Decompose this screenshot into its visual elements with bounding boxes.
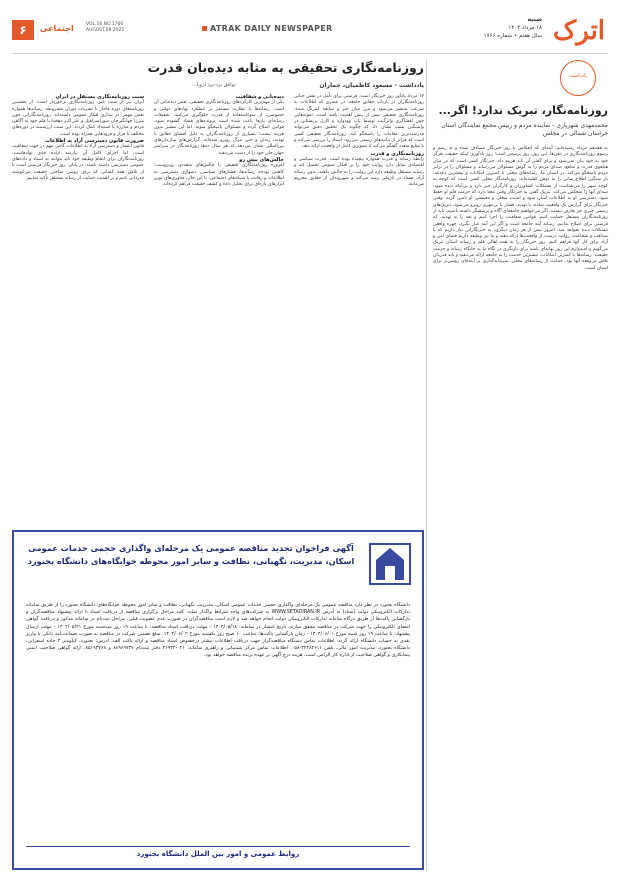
newspaper-logo[interactable]: اترک [552,16,606,46]
column-divider [426,60,427,871]
volume-info [86,22,124,34]
article-subheading: سنت روزنامه‌نگاری مستقل در ایران [55,94,144,100]
main-article [12,60,424,525]
opinion-column [433,60,608,871]
ad-footer: روابط عمومی و امور بین الملل دانشگاه بجنورد [26,846,410,860]
university-logo-icon [366,540,414,588]
ad-body: دانشگاه بجنورد در نظر دارد مناقصه عمومی یک مرحله‌ای واگذاری حجمی خدمات عمومی اسکان، مدیریت، نگهبانی، نظافت و سایر امور محوطه خوابگاه‌های دانشگاه بجنورد را از طریق سامانه تدارکات الکترونیکی دولت (ستاد) به آدرس WWW.SETADIRAN.IR به شرکت‌های واجد شرایط واگذار نماید. کلیه مراحل برگزاری مناقصه از دریافت اسناد تا ارائه پیشنهاد مناقصه‌گران و بازگشایی پاکت‌ها از طریق درگاه سامانه تدارکات الکترونیکی دولت انجام خواهد شد و لازم است مناقصه‌گران در صورت عدم عضویت قبلی، مراحل ثبت‌نام در سامانه مذکور و دریافت گواهی امضای الکترونیکی را جهت شرکت در مناقصه محقق سازند. تاریخ انتشار در سامانه: ۱۴۰۴/۰۵/۱۸ - مهلت دریافت اسناد مناقصه: تا ساعت ۱۹ روز سه‌شنبه مورخ ۱۴۰۴/۰۵/۲۱ - مهلت ارسال پیشنهاد: تا ساعت ۱۹ روز شنبه مورخ ۱۴۰۴/۰۶/۰۱ - زمان بازگشایی پاکت‌ها: ساعت ۱۰ صبح روز یکشنبه مورخ ۱۴۰۴/۰۶/۰۲. مبلغ تضمین شرکت در مناقصه به صورت ضمانت‌نامه بانکی یا واریز نقدی به حساب دانشگاه ارائه گردد. اطلاعات تماس دستگاه مناقصه‌گزار جهت دریافت اطلاعات بیشتر درخصوص اسناد مناقصه و ارائه پاکت الف: آدرس: بجنورد، کیلومتر ۳ جاده اسفراین، دانشگاه بجنورد، مدیریت امور مالی، تلفن ۳۲۲۸۴۶۱۱-۰۵۸. اطلاعات تماس مرکز پشتیبانی و راهبری سامانه: ۰۲۱-۴۱۹۳۴ دفتر ثبت‌نام ۸۸۹۶۹۷۳۷ و ۸۵۱۹۳۷۶۸. ارائه گواهی صلاحیت ایمنی پیمانکاری و گواهی صلاحیت از اداره کار الزامی است. هزینه درج آگهی بر عهده برنده مناقصه خواهد بود. [26,603,411,659]
article-paragraph: ۱۷ مرداد یادآور روز خبرنگار است. فرصتی برای تأمل در نقش حیاتی روزنامه‌نگاران در بازتاب حقایق جامعه. در عصری که اطلاعات به سرعت منتشر می‌شود و مرز میان خبر و شایعه کمرنگ شده، روزنامه‌نگاری تحقیقی بیش از پیش اهمیت یافته است. نمونه‌هایی چون افشاگری واترگیت توسط باب وودوارد و کارل برنستاین در واشنگتن پست نشان داد که چگونه یک تحقیق دقیق می‌تواند قدرتمندترین مقامات را پاسخگو کند. روزنامه‌نگار تحقیقی کسی است که فراتر از بیانیه‌های رسمی می‌رود، اسناد را بررسی می‌کند و با منابع متعدد گفتگو می‌کند تا تصویری کامل از واقعیت ارائه دهد. [294,94,424,150]
opinion-badge-label: یادداشت [569,73,587,79]
opinion-headline[interactable]: روزنامه‌نگار، تبریک ندارد! اگر... [438,104,608,117]
article-paragraph: رابطه رسانه و قدرت همواره پیچیده بوده است. قدرت سیاسی و اقتصادی تمایل دارد روایت خود را بر افکار عمومی تحمیل کند و رسانه مستقل وظیفه دارد این روایت را به چالش بکشد. بدون رسانه آزاد، فساد در تاریکی رشد می‌کند و شهروندان از حقایق محروم می‌مانند. [294,156,424,188]
section-name: اجتماعی [40,24,74,33]
article-ref: توافق برد-برد اروپا... [192,82,236,88]
article-subheading: دیده‌بانی و شفافیت [235,94,284,100]
article-paragraph: ایران نیز از سنت غنی روزنامه‌نگاری برخوردار است. از نخستین روزنامه‌های دوره قاجار تا نشریات دوران مشروطه، رسانه‌ها همواره نقش مهمی در بیداری افکار عمومی داشته‌اند. روزنامه‌نگارانی چون میرزا جهانگیرخان صوراسرافیل و علی‌اکبر دهخدا با قلم خود به آگاهی مردم و مبارزه با استبداد کمک کردند. این سنت ارزشمند در دوره‌های مختلف با فراز و فرودهایی همراه بوده است. [12,100,144,137]
ad-title-line-1: آگهی فراخوان تجدید مناقصه عمومی یک مرحله‌ای واگذاری حجمی خدمات عمومی [28,543,354,553]
volume-number: VOL.16 NO.1766 [86,22,124,27]
issue-day: شنبه [527,16,542,23]
issue-date [452,16,542,40]
issue-date-fa: ۱۸ مرداد ۱۴۰۴ [508,25,542,31]
english-name [202,24,332,33]
volume-date: AUGUST.09.2025 [86,28,125,33]
article-subheading: ضرورت قانون دسترسی آزاد به اطلاعات [44,138,144,145]
opinion-body: به هفدهم مرداد رسیده‌ایم؛ آینه‌ای که انعکاس با روز خبرنگار مصادف شده و نه رسم و رسوم روزنامه‌نگاری در ذهن‌ها. این روز، روز پرسش است؛ روز یادآوری اینکه حقیقت هرگز خود به خود بیان نمی‌شود و برای گفتن آن باید هزینه داد. خبرنگار کسی است که در میان هیاهوی قدرت و منافع، صدای مردم را به گوش مسئولان می‌رساند و مسئولان را در برابر مردم پاسخگو می‌کند. در استان ما، رسانه‌های محلی با کمترین امکانات و بیشترین دغدغه، بار سنگین اطلاع‌رسانی را به دوش کشیده‌اند. روزنامه‌نگار محلی کسی است که کوچه به کوچه شهر را می‌شناسد، از مشکلات کشاورزان و کارگران خبر دارد و بی‌آنکه دیده شود، صدای آنها را منعکس می‌کند. تبریک گفتن به خبرنگار وقتی معنا دارد که حرمت قلم او حفظ شود، دسترسی او به اطلاعات آسان شود و امنیت شغلی و معیشتی او تامین گردد. وقتی خبرنگار برای گزارش یک واقعیت ساده، با تهدید، فشار یا بی‌مهری روبرو می‌شود، تبریک‌های رسمی چیزی جز تعارف نیست. اگر می‌خواهیم جامعه‌ای آگاه و پرسشگر داشته باشیم، باید از روزنامه‌نگاران مستقل حمایت کنیم، قوانین شفافیت را اجرا کنیم و نقد را نه تهدید، که فرصتی برای اصلاح بدانیم. رسانه آینه جامعه است و اگر این آینه غبار بگیرد، چهره واقعی مشکلات دیده نخواهد شد. امروز بیش از هر زمان دیگری، به خبرنگارانی نیاز داریم که با صداقت و شجاعت، روایت درست از واقعیت‌ها ارائه دهند و ما نیز وظیفه داریم فضای امن و آزاد برای کار آنها فراهم کنیم. روز خبرنگار را به همه اهالی قلم و رسانه استان تبریک می‌گویم و امیدوارم این روز بهانه‌ای باشد برای بازنگری در نگاه ما به جایگاه رسانه و حرمت حقیقت. رسانه‌ها با کمترین امکانات، بیشترین خدمت را به جامعه ارائه می‌دهند و باید قدردان تلاش بی‌وقفه آنها بود. حمایت از رسانه‌های محلی، سرمایه‌گذاری بر آینده‌ای روشن‌تر برای استان است. [433,146,608,271]
article-column-2 [154,94,284,188]
opinion-author: محمدمهدی شهریاری - نماینده مردم و رییس مجمع نمایندگان استان خراسان شمالی در مجلس [441,122,608,137]
article-column-3 [12,94,144,182]
article-column-1 [294,94,424,188]
tender-advertisement [12,530,424,870]
article-subheading: چالش‌های پیش رو [239,156,284,163]
article-subheading: روزنامه‌نگاری و قدرت [370,150,424,157]
ad-title [24,542,358,568]
opinion-badge-icon [560,60,596,96]
article-author: یادداشت - مسعود کاظمیان، جماران [319,82,424,89]
square-bullet-icon [202,26,207,31]
english-name-text: ATRAK DAILY NEWSPAPER [210,24,333,33]
ad-title-line-2: اسکان، مدیریت، نگهبانی، نظافت و سایر امور محوطه خوابگاه‌های دانشگاه بجنورد [27,556,355,566]
article-paragraph: یکی از مهم‌ترین کارکردهای روزنامه‌نگاری تحقیقی، نقش دیده‌بانی آن است. رسانه‌ها با نظارت مستمر بر عملکرد نهادهای دولتی و خصوصی، از سوءاستفاده از قدرت جلوگیری می‌کنند. تحقیقات رسانه‌ای بارها باعث شده است پرونده‌های فساد گشوده شود، قوانین اصلاح گردد و مسئولان پاسخگو شوند. اما این مسیر بدون هزینه نیست؛ بسیاری از روزنامه‌نگاران به دلیل افشای حقایق با تهدید، زندان و حتی مرگ روبرو شده‌اند. گزارش‌های سازمان‌های بین‌المللی نشان می‌دهد که هر سال ده‌ها روزنامه‌نگار در سراسر جهان جان خود را از دست می‌دهند. [154,100,284,156]
issue-number: سال هفتم • شماره ۱۷۶۶ [483,33,542,39]
article-paragraph: قانون انتشار و دسترسی آزاد به اطلاعات گامی مهم در جهت شفافیت است، اما اجرای کامل آن نیازمند اراده جدی نهادهاست. روزنامه‌نگاران برای انجام وظیفه خود باید بتوانند به اسناد و داده‌های عمومی دسترسی داشته باشند. در پایان، روز خبرنگار فرصتی است تا از تلاش همه کسانی که برای روشن ساختن حقیقت می‌کوشند قدردانی کنیم و بر اهمیت حمایت از رسانه مستقل تأکید نماییم. [12,144,144,181]
masthead [12,14,608,54]
article-paragraph: امروزه روزنامه‌نگاری تحقیقی با چالش‌های متعددی روبروست: کاهش بودجه رسانه‌ها، فشارهای سیاسی، دشواری دسترسی به اطلاعات و رقابت با شبکه‌های اجتماعی. با این حال، فناوری‌های نوین ابزارهای تازه‌ای برای تحلیل داده و کشف حقیقت فراهم کرده‌اند. [154,163,284,188]
page-number: ۶ [12,20,34,40]
article-title[interactable]: روزنامه‌نگاری تحقیقی به مثابه دیده‌بان قدرت [147,60,424,75]
